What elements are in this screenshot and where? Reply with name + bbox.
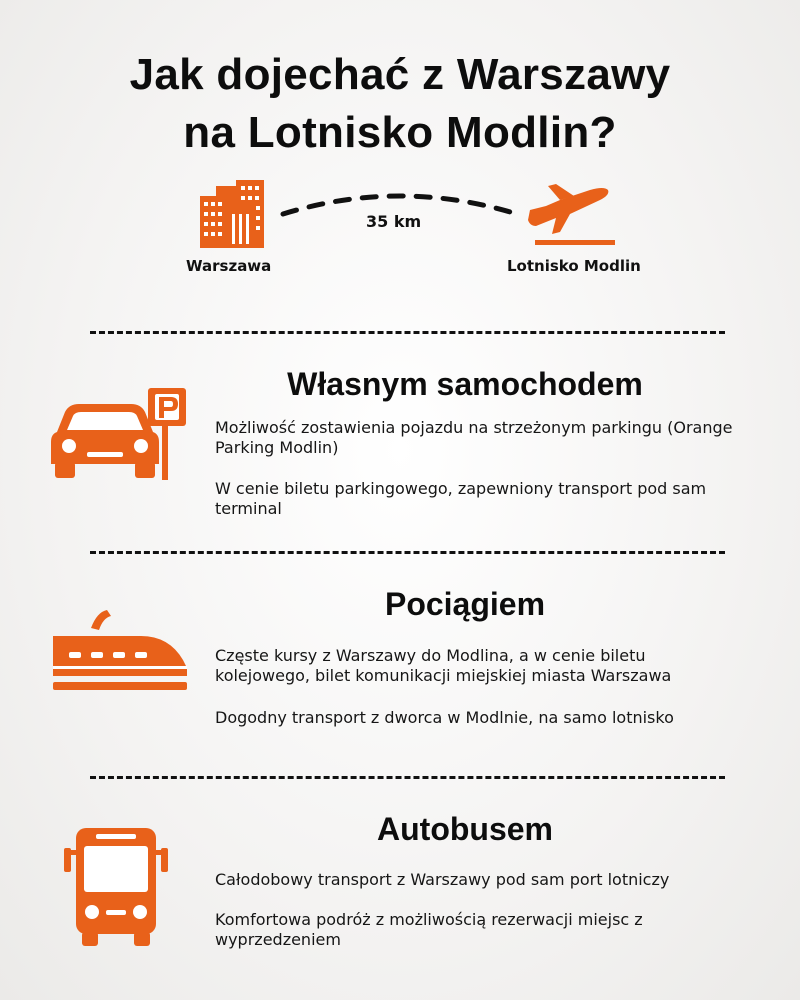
- title-line-2: na Lotnisko Modlin?: [183, 108, 617, 157]
- divider: [90, 551, 725, 554]
- section-title-train: Pociągiem: [384, 586, 546, 622]
- section-title-car: Własnym samochodem: [287, 366, 643, 402]
- train-paragraph-2: Dogodny transport z dworca w Modlnie, na samo lotnisko: [215, 708, 674, 727]
- section-title-bus: Autobusem: [377, 811, 553, 847]
- bus-icon: [60, 826, 170, 951]
- airplane-takeoff-icon: [528, 184, 615, 245]
- car-paragraph-2: W cenie biletu parkingowego, zapewniony transport pod sam terminal: [215, 479, 707, 518]
- city-buildings-icon: [200, 180, 264, 248]
- bus-paragraph-2: Komfortowa podróż z możliwością rezerwacji miejsc z wyprzedzeniem: [215, 910, 643, 949]
- route-diagram: [0, 0, 800, 300]
- car-paragraph-1: Możliwość zostawienia pojazdu na strzeżonym parkingu (Orange Parking Modlin): [215, 418, 733, 457]
- origin-label: Warszawa: [186, 257, 272, 275]
- divider: [90, 331, 725, 334]
- divider: [90, 776, 725, 779]
- distance-label: 35 km: [366, 212, 422, 231]
- train-icon: [45, 602, 195, 697]
- car-parking-icon: [45, 384, 195, 484]
- bus-paragraph-1: Całodobowy transport z Warszawy pod sam port lotniczy: [215, 870, 670, 889]
- destination-label: Lotnisko Modlin: [507, 257, 641, 275]
- title-line-1: Jak dojechać z Warszawy: [129, 50, 671, 99]
- train-paragraph-1: Częste kursy z Warszawy do Modlina, a w cenie biletu kolejowego, bilet komunikacji miejskiej miasta Warszawa: [215, 646, 672, 685]
